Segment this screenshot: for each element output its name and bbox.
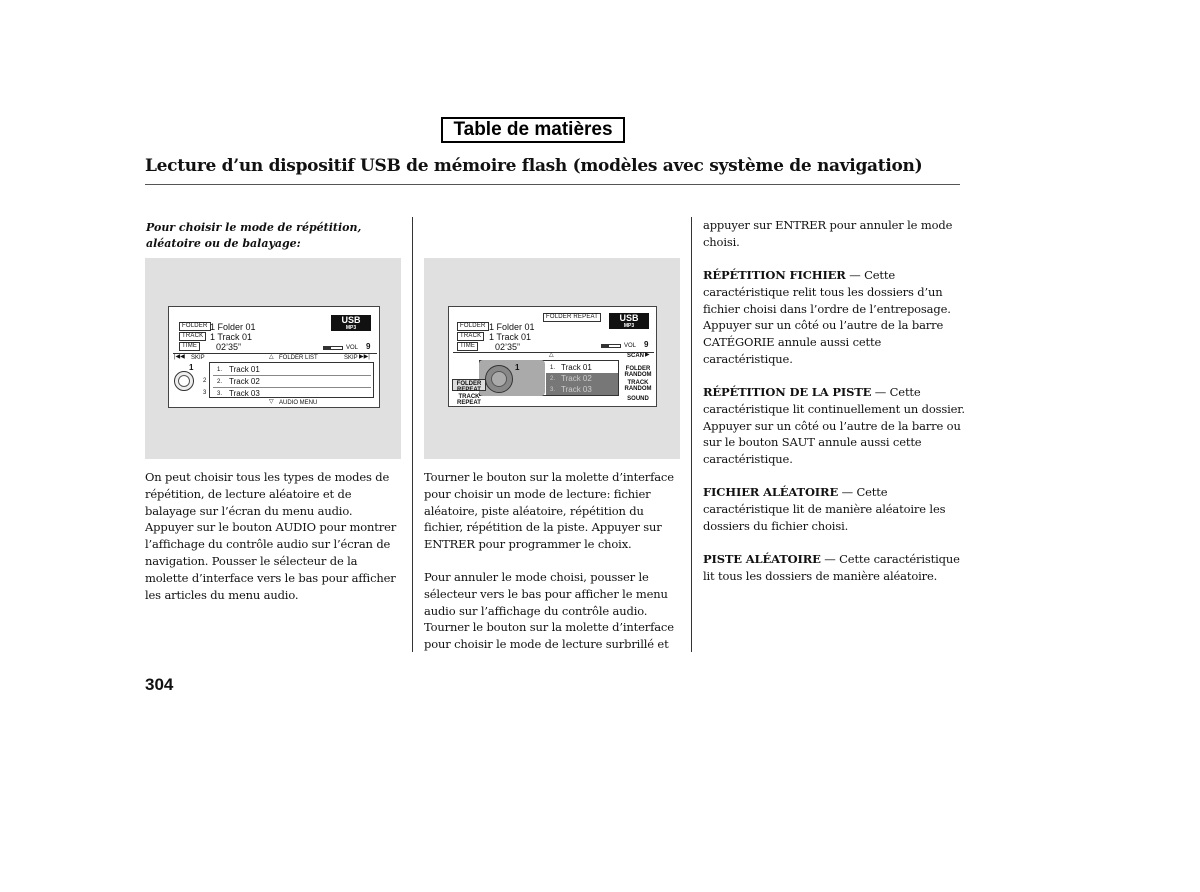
row-num-3: 3 [203, 390, 207, 396]
column-divider-right [691, 217, 692, 652]
page-number: 304 [145, 675, 174, 694]
row1-label: Track 01 [561, 363, 592, 372]
skip-back-icon: |◀◀ [174, 354, 185, 360]
track-tag: TRACK [457, 332, 484, 341]
volume-bar-icon [601, 344, 621, 348]
row2-label: Track 02 [229, 377, 260, 386]
vol-label: VOL [624, 343, 637, 349]
track-tag: TRACK [179, 332, 206, 341]
row2-item: 2. [550, 376, 556, 382]
track-repeat-option: TRACK REPEAT [457, 394, 481, 406]
row2-item: 2. [217, 379, 223, 385]
folder-repeat-option: FOLDER REPEAT [452, 379, 486, 391]
definition-folder-random [703, 484, 965, 534]
skip-forward-icon: ▶▶| [359, 354, 370, 360]
folder-value: 1 Folder 01 [210, 322, 256, 332]
track-random-option: TRACK RANDOM [624, 380, 652, 392]
column-divider-left [412, 217, 413, 652]
sound-option: SOUND [627, 396, 649, 402]
term-folder-random: FICHIER ALÉATOIRE [703, 485, 839, 499]
row1-label: Track 01 [229, 365, 260, 374]
time-value: 02’35” [216, 342, 242, 352]
table-of-contents-button[interactable]: Table de matières [441, 117, 625, 143]
row3-item: 3. [217, 391, 223, 397]
scan-label: SCAN [627, 353, 645, 359]
track-list [209, 362, 374, 398]
figure-audio-menu [145, 258, 401, 459]
term-folder-repeat: RÉPÉTITION FICHIER [703, 268, 846, 282]
dash: — [841, 485, 853, 499]
figure-play-mode-menu [424, 258, 680, 459]
mp3-badge: MP3 [609, 323, 649, 329]
folder-tag: FOLDER [457, 322, 489, 331]
row3-item: 3. [550, 387, 556, 393]
dash: — [874, 385, 887, 399]
vol-value: 9 [366, 342, 371, 351]
time-tag: TIME [457, 342, 478, 351]
row1-item: 1. [550, 365, 556, 371]
usb-badge: USB [609, 313, 649, 323]
interface-dial-icon [174, 371, 194, 391]
folder-tag: FOLDER [179, 322, 211, 331]
skip-right-label: SKIP [344, 355, 358, 361]
folder-random-option: FOLDER RANDOM [624, 366, 652, 378]
play-mode-screen [448, 306, 657, 407]
title-divider [145, 184, 960, 185]
folder-list-label: FOLDER LIST [279, 355, 318, 361]
preset-number: 1 [515, 363, 520, 372]
folder-list-arrow-icon: △ [269, 354, 274, 360]
volume-bar-icon [323, 346, 343, 350]
mode-banner: FOLDER REPEAT [543, 313, 601, 322]
track-value: 1 Track 01 [210, 332, 253, 342]
definition-track-random [703, 551, 965, 585]
folder-value: 1 Folder 01 [489, 322, 535, 332]
audio-display-screen [168, 306, 380, 408]
scan-arrow-icon: ▶ [645, 352, 650, 358]
row2-label: Track 02 [561, 374, 592, 383]
preset-number: 1 [189, 363, 194, 372]
time-value: 02’35” [495, 342, 521, 352]
left-body-paragraph: On peut choisir tous les types de modes de répétition, de lecture aléatoire et de balayage sur l’écran du menu audio. Appuyer sur le bouton AUDIO pour montrer l’affichage du contrôle audio sur l’écran de navigation. Pousser le sélecteur de la molette d’interface vers le bas pour afficher les articles du menu audio. [145, 470, 397, 602]
row-num-2: 2 [203, 378, 207, 384]
dash: — [824, 552, 836, 566]
term-track-random: PISTE ALÉATOIRE [703, 552, 821, 566]
row-divider [213, 375, 371, 376]
skip-left-label: SKIP [191, 355, 205, 361]
usb-badge: USB [331, 315, 371, 325]
row-divider [213, 387, 371, 388]
row3-label: Track 03 [229, 389, 260, 398]
vol-label: VOL [346, 345, 359, 351]
definition-folder-repeat [703, 267, 965, 368]
desc-folder-repeat: Cette caractéristique relit tous les dossiers d’un fichier choisi dans l’ordre de l’entreposage. Appuyer sur un côté ou l’autre de la barre CATÉGORIE annule aussi cette caractéristique. [703, 268, 951, 366]
desc-folder-random: Cette caractéristique lit de manière aléatoire les dossiers du fichier choisi. [703, 485, 946, 533]
term-track-repeat: RÉPÉTITION DE LA PISTE [703, 385, 872, 399]
audio-menu-label: AUDIO MENU [279, 400, 318, 406]
screen-divider [173, 353, 377, 354]
section-subheading: Pour choisir le mode de répétition, aléatoire ou de balayage: [146, 221, 362, 250]
desc-track-random: Cette caractéristique lit tous les dossiers de manière aléatoire. [703, 552, 960, 583]
page-title: Lecture d’un dispositif USB de mémoire flash (modèles avec système de navigation) [145, 156, 923, 176]
track-value: 1 Track 01 [489, 332, 532, 342]
time-tag: TIME [179, 342, 200, 351]
middle-paragraph-1: Tourner le bouton sur la molette d’interface pour choisir un mode de lecture: fichier aléatoire, piste aléatoire, répétition du fichier, répétition de la piste. Appuyer sur ENTRER pour programmer le choix. [424, 470, 674, 552]
middle-paragraph-2: Pour annuler le mode choisi, pousser le sélecteur vers le bas pour afficher le menu audio sur l’affichage du contrôle audio. Tourner le bouton sur la molette d’interface pour choisir le mode de lecture surbrillé et [424, 570, 674, 652]
desc-track-repeat: Cette caractéristique lit continuellement un dossier. Appuyer sur un côté ou l’autre de la barre ou sur le bouton SAUT annule aussi cette caractéristique. [703, 385, 965, 467]
dash: — [849, 268, 861, 282]
up-arrow-icon: △ [549, 352, 554, 358]
right-intro: appuyer sur ENTRER pour annuler le mode choisi. [703, 218, 953, 249]
vol-value: 9 [644, 340, 649, 349]
audio-menu-arrow-icon: ▽ [269, 399, 274, 405]
row3-label: Track 03 [561, 385, 592, 394]
interface-dial-icon [485, 365, 513, 393]
row1-item: 1. [217, 367, 223, 373]
definition-track-repeat [703, 384, 965, 468]
mp3-badge: MP3 [331, 325, 371, 331]
